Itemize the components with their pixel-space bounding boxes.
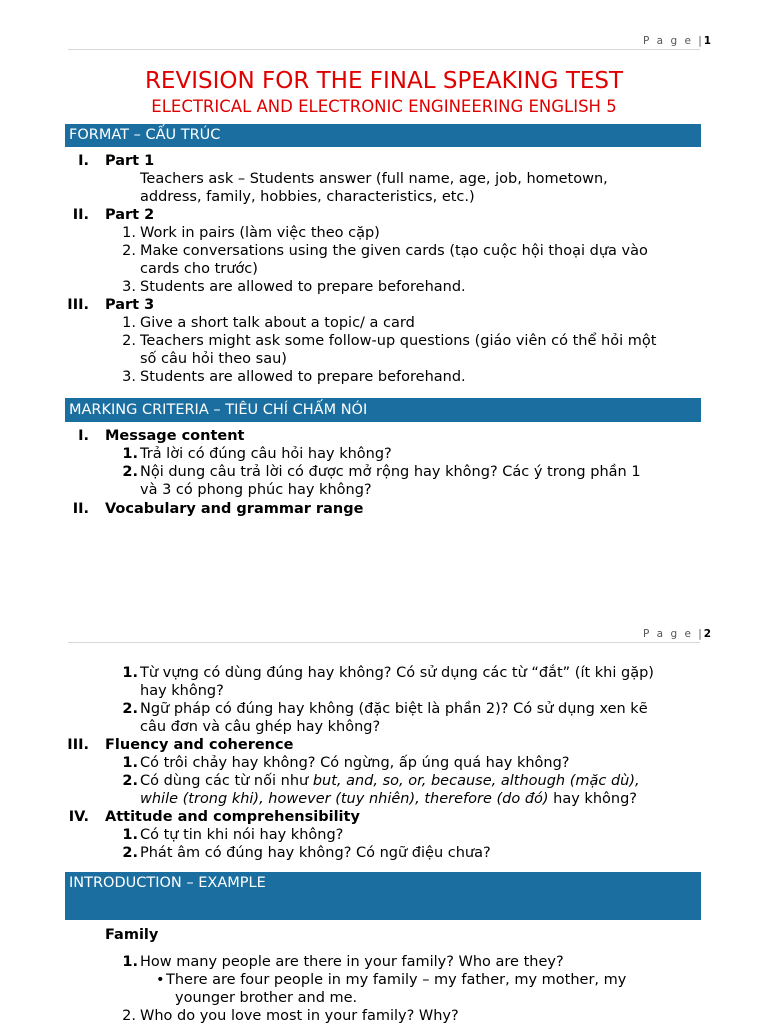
header-divider-2 — [68, 642, 700, 643]
list-number: 1. — [122, 755, 138, 771]
list-item: Teachers might ask some follow-up questions (giáo viên có thể hỏi một — [140, 333, 657, 349]
answer-line: There are four people in my family – my father, my mother, my — [166, 972, 627, 988]
roman-numeral: I. — [78, 428, 89, 444]
roman-numeral: II. — [72, 207, 89, 223]
question: Who do you love most in your family? Why? — [140, 1008, 459, 1024]
text-run: Có dùng các từ nối như — [140, 773, 313, 789]
page-number-1 — [643, 35, 711, 47]
header-divider-1 — [68, 49, 700, 50]
list-number: 1. — [122, 827, 138, 843]
page-label: P a g e | — [643, 628, 704, 640]
list-item — [140, 773, 640, 789]
list-item: Có tự tin khi nói hay không? — [140, 827, 344, 843]
criteria-label: Attitude and comprehensibility — [105, 809, 360, 825]
section-heading-criteria: MARKING CRITERIA – TIÊU CHÍ CHẤM NÓI — [65, 398, 701, 422]
list-item-cont: và 3 có phong phúc hay không? — [140, 482, 372, 498]
bullet-icon: • — [156, 972, 165, 988]
list-item-cont: câu đơn và câu ghép hay không? — [140, 719, 381, 735]
roman-numeral: III. — [67, 297, 89, 313]
list-item-cont — [140, 791, 637, 807]
list-number: 2. — [122, 701, 138, 717]
list-item-cont: cards cho trước) — [140, 261, 258, 277]
list-number: 2. — [122, 773, 138, 789]
list-number: 1. — [122, 315, 136, 331]
list-item: Trả lời có đúng câu hỏi hay không? — [140, 446, 392, 462]
text-line: Teachers ask – Students answer (full name, age, job, hometown, — [140, 171, 608, 187]
list-item: Students are allowed to prepare beforehand. — [140, 279, 466, 295]
list-number: 2. — [122, 845, 138, 861]
answer-line-cont: younger brother and me. — [175, 990, 358, 1006]
italic-run: but, and, so, or, because, although (mặc dù), — [312, 773, 640, 789]
roman-numeral: II. — [72, 501, 89, 517]
list-number: 2. — [122, 243, 136, 259]
list-item: Students are allowed to prepare beforehand. — [140, 369, 466, 385]
criteria-label: Fluency and coherence — [105, 737, 294, 753]
roman-numeral: III. — [67, 737, 89, 753]
part-label: Part 3 — [105, 297, 155, 313]
doc-subtitle: ELECTRICAL AND ELECTRONIC ENGINEERING ENGLISH 5 — [151, 97, 617, 116]
question: How many people are there in your family? Who are they? — [140, 954, 564, 970]
section-heading-text: INTRODUCTION – EXAMPLE — [69, 875, 266, 891]
page-label: P a g e | — [643, 35, 704, 47]
part-label: Part 1 — [105, 153, 155, 169]
list-number: 3. — [122, 369, 136, 385]
list-number: 3. — [122, 279, 136, 295]
list-number: 1. — [122, 446, 138, 462]
list-item: Give a short talk about a topic/ a card — [140, 315, 415, 331]
list-number: 1. — [122, 225, 136, 241]
list-number: 1. — [122, 954, 138, 970]
page-number-2 — [643, 628, 711, 640]
roman-numeral: IV. — [68, 809, 89, 825]
roman-numeral: I. — [78, 153, 89, 169]
text-run: hay không? — [548, 791, 637, 807]
page-num: 2 — [703, 628, 712, 640]
list-item-cont: hay không? — [140, 683, 224, 699]
doc-title: REVISION FOR THE FINAL SPEAKING TEST — [144, 68, 624, 94]
criteria-label: Vocabulary and grammar range — [105, 501, 364, 517]
italic-run: while (trong khi), however (tuy nhiên), therefore (do đó) — [140, 791, 549, 807]
list-item: Từ vựng có dùng đúng hay không? Có sử dụng các từ “đắt” (ít khi gặp) — [140, 665, 654, 681]
list-item-cont: số câu hỏi theo sau) — [140, 351, 287, 367]
list-item: Ngữ pháp có đúng hay không (đặc biệt là phần 2)? Có sử dụng xen kẽ — [140, 701, 648, 717]
part-label: Part 2 — [105, 207, 155, 223]
list-number: 2. — [122, 1008, 136, 1024]
list-item: Có trôi chảy hay không? Có ngừng, ấp úng quá hay không? — [140, 755, 570, 771]
section-heading-format: FORMAT – CẤU TRÚC — [65, 124, 701, 147]
text-line: address, family, hobbies, characteristics, etc.) — [140, 189, 475, 205]
list-item: Nội dung câu trả lời có được mở rộng hay không? Các ý trong phần 1 — [140, 464, 641, 480]
page-num: 1 — [703, 35, 712, 47]
list-item: Phát âm có đúng hay không? Có ngữ điệu chưa? — [140, 845, 491, 861]
list-number: 2. — [122, 333, 136, 349]
list-number: 2. — [122, 464, 138, 480]
topic-heading: Family — [105, 927, 159, 943]
section-heading-intro — [65, 872, 701, 920]
criteria-label: Message content — [105, 428, 245, 444]
list-item: Make conversations using the given cards (tạo cuộc hội thoại dựa vào — [140, 243, 648, 259]
list-item: Work in pairs (làm việc theo cặp) — [140, 225, 380, 241]
list-number: 1. — [122, 665, 138, 681]
